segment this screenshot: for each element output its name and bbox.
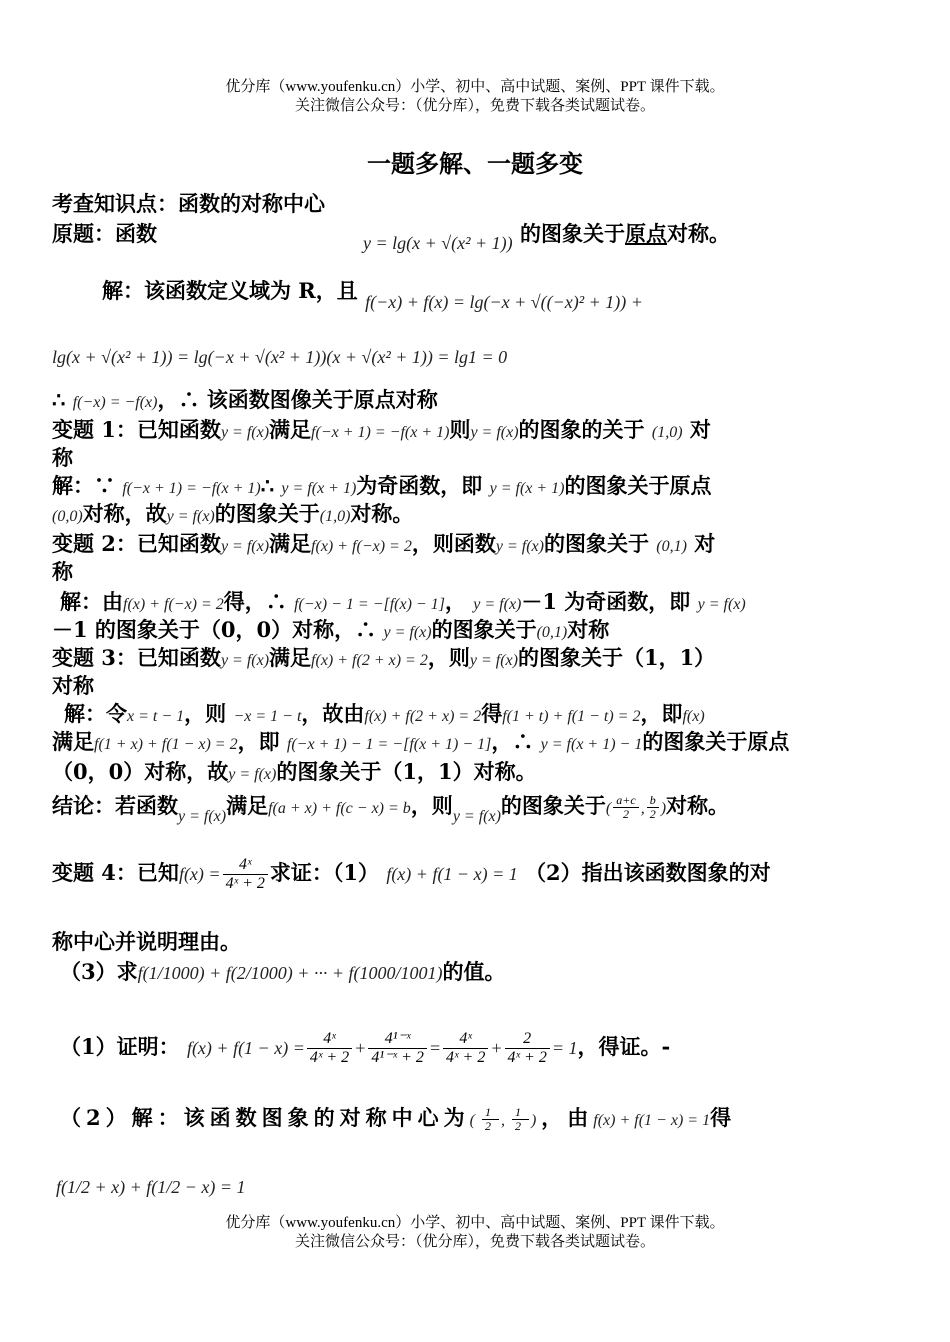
denominator: 2 [622,807,629,821]
formula: y = f(x + 1) − 1 [540,736,643,753]
formula: f(−x + 1) − 1 = −[f(x + 1) − 1] [286,736,492,753]
fraction [647,794,659,821]
text: －1 的图象关于（0，0）对称，∴ [52,617,377,642]
text: ，得证。- [577,1034,671,1059]
formula: (0,1) [536,624,568,641]
denominator: 4ˣ + 2 [446,1049,486,1066]
text: （0，0）对称，故 [52,759,229,784]
text: 的值。 [442,959,506,984]
numerator: b [647,794,659,808]
text: ，故由 [301,701,365,726]
solution-3-line-3 [52,758,537,789]
text: 满足 [52,729,94,754]
variant-4-wrap: 称中心并说明理由。 [52,929,241,954]
fraction [613,794,638,821]
formula: f(a + x) + f(c − x) = b [268,800,411,817]
text: ，即 [640,701,683,726]
variant-4 [52,856,771,893]
text: 的图象的关于 [518,417,645,442]
formula: y = f(x) [697,596,746,613]
paren: ) [660,800,667,817]
text: （1）证明： [60,1034,180,1059]
text: （3）求 [60,959,138,984]
variant-4-part-3 [60,958,506,987]
formula: f(1/2 + x) + f(1/2 − x) = 1 [56,1177,246,1197]
text: ，即 [237,729,280,754]
numerator: 1 [482,1106,499,1120]
fraction [505,1030,550,1067]
text: 满足 [269,645,312,670]
page-footer [0,1214,950,1252]
text: 对称。 [666,793,730,818]
formula: −x = 1 − t [233,708,302,725]
denominator: 4ˣ + 2 [507,1049,547,1066]
text: （2）解：该函数图象的对称中心为 [60,1105,470,1130]
text: ，则 [427,645,470,670]
formula: y = f(x) [495,538,544,555]
variant-1 [52,416,711,447]
text: ∴ [52,387,66,412]
text: 解：∵ [52,473,115,498]
text: 解：该函数定义域为 R，且 [102,278,358,303]
formula: (0,1) [656,538,687,555]
text: 的图象关于 [500,793,606,818]
proof-part-2 [60,1104,736,1135]
text: 满足 [269,417,312,442]
text: 变题 4：已知 [52,860,179,885]
text: ，则函数 [411,531,496,556]
original-problem [52,220,730,253]
text: 变题 3：已知函数 [52,645,221,670]
text: 满足 [226,793,269,818]
variant-1-wrap: 称 [52,445,73,470]
proof-part-2-formula [56,1172,246,1201]
formula: f(x) + f(2 + x) = 2 [311,652,428,669]
solution-line-1 [102,277,643,312]
text: ，∴ 该函数图像关于原点对称 [157,387,438,412]
formula: y = f(x) [383,624,432,641]
formula: = 1 [551,1038,578,1058]
variant-2 [52,530,715,561]
text: 解：令 [64,701,127,726]
formula: y = lg(x + √(x² + 1)) [363,233,513,253]
formula: lg(x + √(x² + 1)) = lg(−x + √(x² + 1))(x + √(x² + 1)) = lg1 = 0 [52,347,508,367]
variant-2-wrap: 称 [52,559,73,584]
numerator: 4ˣ [307,1030,352,1049]
formula: y = f(x) [166,508,215,525]
text: 的图象关于 [519,221,625,246]
variant-3 [52,644,715,675]
paren: ( [605,800,612,817]
formula: y = f(x) [220,424,270,441]
formula: y = f(x) [469,652,518,669]
text: 得 [481,701,503,726]
fraction [482,1106,499,1133]
text: 的图象关于原点 [564,473,712,498]
fraction [443,1030,488,1067]
formula: (0,0) [52,508,83,525]
solution-2-wrap [52,616,609,647]
conclusion-line [52,386,438,417]
formula: y = f(x + 1) [281,480,357,497]
denominator: 4¹⁻ˣ + 2 [371,1049,424,1066]
header-line-1: 优分库（www.youfenku.cn）小学、初中、高中试题、案例、PPT 课件下载。 [225,79,725,95]
text: 的图象关于 [431,617,537,642]
footer-line-1: 优分库（www.youfenku.cn）小学、初中、高中试题、案例、PPT 课件下载。 [225,1215,725,1231]
text: ，∴ [491,729,534,754]
paren: ( [469,1112,480,1129]
formula: f(1 + t) + f(1 − t) = 2 [502,708,641,725]
equals: = [428,1038,442,1058]
text: 的图象关于 [543,531,649,556]
footer-line-2: 关注微信公众号：（优分库），免费下载各类试题试卷。 [294,1234,655,1250]
text: 的图象关于 [214,501,320,526]
text: （2）指出该函数图象的对 [525,860,771,885]
formula: f(x) + f(1 − x) = 1 [386,864,518,884]
formula: f(1/1000) + f(2/1000) + ··· + f(1000/1001) [137,963,443,983]
formula: y = f(x) [178,808,227,825]
formula: f(x) + f(2 + x) = 2 [364,708,482,725]
formula: y = f(x) [452,808,501,825]
plus: + [354,1038,367,1058]
formula: f(−x + 1) = −f(x + 1) [311,424,450,441]
formula: (1,0) [319,508,351,525]
text: －1 为奇函数，即 [521,589,691,614]
comma: , [640,800,645,817]
paren: ) [530,1112,542,1129]
denominator: 4ˣ + 2 [309,1049,350,1066]
formula: f(−x) − 1 = −[f(x) − 1] [294,596,445,613]
denominator: 2 [649,807,656,821]
text: 得，∴ [223,589,287,614]
text: 则 [449,417,471,442]
formula: f(x) = [178,864,221,884]
text: 对称。 [666,221,730,246]
text: 的图象关于（1，1）对称。 [276,759,537,784]
formula: x = t − 1 [127,708,185,725]
text: 对称 [567,617,610,642]
text: 对 [694,531,716,556]
formula: f(x) [682,708,705,725]
text: 对称，故 [82,501,167,526]
text: 变题 2：已知函数 [52,531,221,556]
text: ，则 [410,793,453,818]
formula: y = f(x) [473,596,522,613]
label: 原题：函数 [52,221,157,246]
page-header [0,78,950,116]
numerator: 1 [512,1106,529,1120]
numerator: 2 [505,1030,550,1049]
solution-3-line-2 [52,728,789,759]
fraction [368,1030,427,1067]
numerator: 4ˣ [223,856,268,875]
formula: f(x) + f(−x) = 2 [311,538,412,555]
text: 对称。 [350,501,414,526]
text: 为奇函数，即 [356,473,483,498]
text: ∴ [260,473,275,498]
formula: y = f(x) [470,424,519,441]
numerator: 4ˣ [443,1030,488,1049]
solution-2 [60,588,746,619]
fraction [307,1030,352,1067]
formula: (1,0) [651,424,683,441]
text: 满足 [269,531,312,556]
formula: f(−x) = −f(x) [72,394,158,411]
formula: f(−x) + f(x) = lg(−x + √((−x)² + 1)) + [365,292,643,312]
solution-1 [52,472,712,503]
text: 的图象关于原点 [642,729,790,754]
denominator: 2 [514,1119,526,1133]
conclusion [52,792,729,823]
solution-line-2 [52,342,507,371]
text: 对 [689,417,711,442]
text: ，则 [184,701,227,726]
formula: y = f(x) [220,652,270,669]
text: 的图象关于（1，1） [517,645,716,670]
header-line-2: 关注微信公众号：（优分库），免费下载各类试题试卷。 [294,98,655,114]
formula: y = f(x) [220,538,270,555]
numerator: 4¹⁻ˣ [368,1030,427,1049]
fraction [223,856,268,893]
solution-1-wrap [52,500,413,531]
proof-part-1 [60,1030,670,1067]
solution-3 [64,700,705,731]
comma: , [500,1112,510,1129]
formula: y = f(x) [228,766,277,783]
underlined-text: 原点 [624,221,667,246]
plus: + [490,1038,503,1058]
variant-3-wrap: 对称 [52,673,94,698]
text: 变题 1：已知函数 [52,417,221,442]
formula: y = f(x + 1) [489,480,565,497]
text: ， [444,589,466,614]
numerator: a+c [613,794,638,808]
text: 得 [710,1105,737,1130]
formula: f(x) + f(1 − x) = 1 [593,1112,711,1129]
text: 解：由 [60,589,123,614]
text: ，由 [541,1105,594,1130]
formula: f(1 + x) + f(1 − x) = 2 [94,736,238,753]
denominator: 4ˣ + 2 [225,875,265,892]
fraction [512,1106,529,1133]
formula: f(−x + 1) = −f(x + 1) [122,480,261,497]
page-title: 一题多解、一题多变 [367,149,583,178]
formula: f(x) + f(1 − x) = [186,1038,305,1058]
denominator: 2 [484,1119,496,1133]
formula: f(x) + f(−x) = 2 [123,596,224,613]
text: 结论：若函数 [52,793,178,818]
knowledge-point: 考查知识点：函数的对称中心 [52,191,325,216]
text: 求证：（1） [269,860,379,885]
